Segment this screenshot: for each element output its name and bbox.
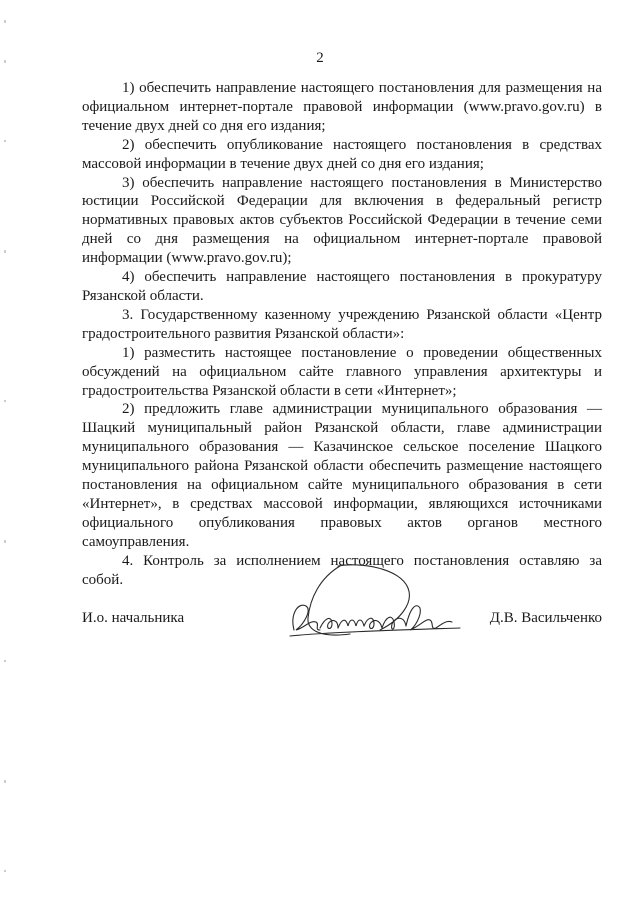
paragraph: 2) обеспечить опубликование настоящего постановления в средствах массовой информации в течение двух дней со дня его издания;: [82, 136, 602, 172]
paragraph: 1) разместить настоящее постановление о проведении общественных обсуждений на официальном сайте главного управления архитектуры и градостроительства Рязанской области в сети «Интернет»;: [82, 344, 602, 399]
paragraph: 2) предложить главе администрации муниципального образования — Шацкий муниципальный район Рязанской области, главе администрации муниципального образования — Казачинское сельское поселение Шацкого муниципального района Рязанской области обеспечить размещение настоящего постановления на официальном сайте муниципального образования в сети «Интернет», в средствах массовой информации, являющихся источниками официального опубликования правовых актов органов местного самоуправления.: [82, 401, 602, 550]
signatory-title: И.о. начальника: [82, 610, 185, 626]
document-body: [82, 79, 602, 589]
signature-block: [82, 610, 602, 630]
scan-margin-marks: [4, 20, 8, 890]
paragraph: 4) обеспечить направление настоящего постановления в прокуратуру Рязанской области.: [82, 269, 602, 304]
signatory-name: Д.В. Васильченко: [489, 610, 602, 626]
paragraph: 1) обеспечить направление настоящего постановления для размещения на официальном интернет-портале правовой информации (www.pravo.gov.ru) в течение двух дней со дня его издания;: [82, 80, 602, 134]
paragraph: 3. Государственному казенному учреждению Рязанской области «Центр градостроительного развития Рязанской области»:: [82, 306, 602, 342]
paragraph: 3) обеспечить направление настоящего постановления в Министерство юстиции Российской Федерации для включения в федеральный регистр нормативных правовых актов субъектов Российской Федерации в течение семи дней со дня размещения на официальном интернет-портале правовой информации (www.pravo.gov.ru);: [82, 174, 602, 267]
page-number: 2: [316, 50, 324, 66]
handwritten-signature: [280, 558, 470, 650]
paragraph: 4. Контроль за исполнением настоящего постановления оставляю за собой.: [82, 552, 602, 588]
